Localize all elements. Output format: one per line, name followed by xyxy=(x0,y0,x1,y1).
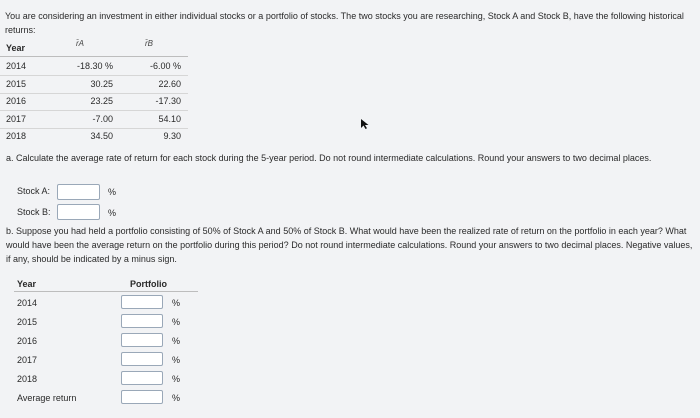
question-a: a. Calculate the average rate of return for each stock during the 5-year period. Do not round intermediate calculations. Round your answers to two decimal places. xyxy=(6,153,652,163)
stock-b-return: 54.10 xyxy=(158,113,181,124)
stock-b-return: 9.30 xyxy=(163,131,181,141)
returns-year-2015: 2015 xyxy=(6,78,27,89)
portfolio-input[interactable] xyxy=(121,314,163,328)
portfolio-unit: % xyxy=(172,317,181,327)
portfolio-input[interactable] xyxy=(121,371,163,385)
portfolio-unit: % xyxy=(172,336,181,346)
stock-b-return: -17.30 xyxy=(155,96,181,106)
stock-b-return: 22.60 xyxy=(158,78,181,89)
portfolio-unit: % xyxy=(172,374,181,384)
portfolio-input[interactable] xyxy=(121,333,163,347)
portfolio-input[interactable] xyxy=(121,295,163,309)
portfolio-input[interactable] xyxy=(121,352,163,366)
returns-year-2016: 2016 xyxy=(6,96,27,106)
stock-a-return: 30.25 xyxy=(90,78,113,89)
returns-year-2014: 2014 xyxy=(6,61,27,71)
stock-a-return: 34.50 xyxy=(90,131,113,141)
row-divider xyxy=(0,128,188,129)
portfolio-header-portfolio: Portfolio xyxy=(130,279,167,289)
portfolio-row-label: 2015 xyxy=(17,317,38,327)
stock-b-input[interactable] xyxy=(57,204,100,220)
portfolio-unit: % xyxy=(172,393,181,403)
col-header-stock-b: r̄B xyxy=(145,39,153,48)
stock-a-return: -18.30 % xyxy=(76,61,113,71)
portfolio-unit: % xyxy=(172,298,181,308)
stock-b-label: Stock B: xyxy=(17,207,51,217)
stock-b-return: -6.00 % xyxy=(149,61,181,71)
stock-a-unit: % xyxy=(108,187,117,197)
portfolio-row-label: 2014 xyxy=(17,298,38,308)
stock-a-return: -7.00 xyxy=(92,113,113,124)
row-divider xyxy=(0,75,188,76)
row-divider xyxy=(0,110,188,111)
returns-year-2017: 2017 xyxy=(6,113,27,124)
col-header-stock-a: r̄A xyxy=(76,39,84,48)
portfolio-input[interactable] xyxy=(121,390,163,404)
portfolio-row-label: Average return xyxy=(17,393,77,403)
portfolio-header-rule xyxy=(14,291,198,292)
portfolio-header-year: Year xyxy=(17,279,37,289)
mouse-cursor-icon xyxy=(361,119,369,129)
question-b: b. Suppose you had held a portfolio consisting of 50% of Stock A and 50% of Stock B. What would have been the realized rate of return on the portfolio in each year? What would have been the average return on the portfolio during this period? Do not round intermediate calculations. Round your answers to two decimal places. Negative values, if any, should be indicated by a minus sign. xyxy=(6,226,693,264)
stock-a-input[interactable] xyxy=(57,184,100,200)
portfolio-row-label: 2016 xyxy=(17,336,38,346)
stock-a-label: Stock A: xyxy=(17,186,51,196)
portfolio-row-label: 2018 xyxy=(17,374,38,384)
stock-b-unit: % xyxy=(108,208,117,218)
stock-a-return: 23.25 xyxy=(90,96,113,106)
returns-year-2018: 2018 xyxy=(6,131,27,141)
row-divider xyxy=(0,93,188,94)
portfolio-row-label: 2017 xyxy=(17,355,38,365)
col-header-year: Year xyxy=(6,43,26,53)
portfolio-unit: % xyxy=(172,355,181,365)
table-header-rule xyxy=(0,56,188,57)
intro-text: You are considering an investment in either individual stocks or a portfolio of stocks. The two stocks you are researching, Stock A and Stock B, have the following historical returns: xyxy=(5,11,684,35)
